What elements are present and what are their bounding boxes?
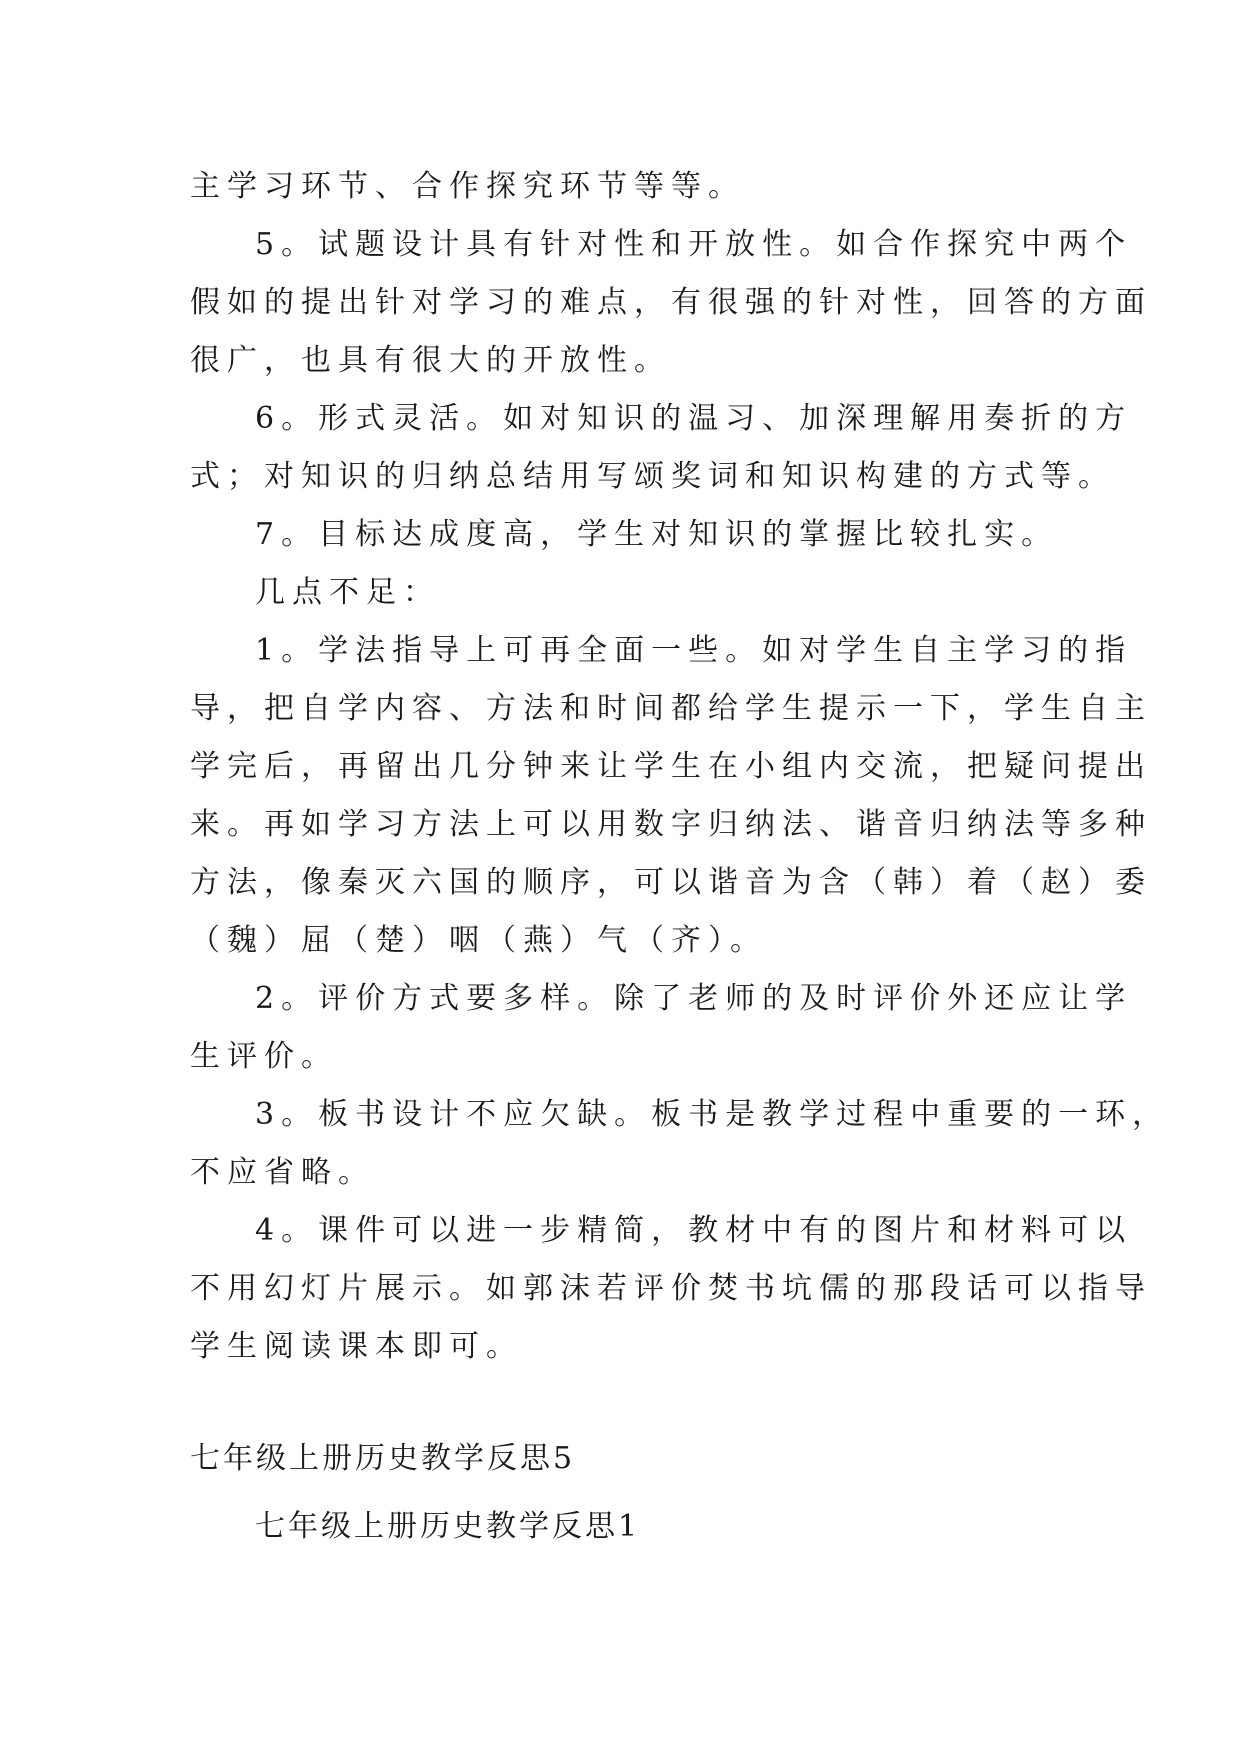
paragraph-line: 几点不足： [255, 575, 440, 610]
paragraph-line: 来。再如学习方法上可以用数字归纳法、谐音归纳法等多种 [190, 807, 1152, 842]
paragraph-line: 1。学法指导上可再全面一些。如对学生自主学习的指 [255, 633, 1133, 668]
paragraph-line: 4。课件可以进一步精简，教材中有的图片和材料可以 [255, 1213, 1133, 1248]
paragraph-line: 学完后，再留出几分钟来让学生在小组内交流，把疑问提出 [190, 749, 1152, 784]
paragraph-line: 方法，像秦灭六国的顺序，可以谐音为含（韩）着（赵）委 [190, 865, 1152, 900]
paragraph-line: 7。目标达成度高，学生对知识的掌握比较扎实。 [255, 517, 1059, 552]
paragraph-line: 导，把自学内容、方法和时间都给学生提示一下，学生自主 [190, 691, 1152, 726]
paragraph-line: 5。试题设计具有针对性和开放性。如合作探究中两个 [255, 227, 1133, 262]
section-heading: 七年级上册历史教学反思5 [190, 1441, 576, 1476]
paragraph-line: （魏）屈（楚）咽（燕）气（齐）。 [190, 923, 767, 958]
paragraph-line: 3。板书设计不应欠缺。板书是教学过程中重要的一环， [255, 1097, 1170, 1132]
sub-heading: 七年级上册历史教学反思1 [255, 1509, 641, 1544]
paragraph-line: 生评价。 [190, 1039, 338, 1074]
paragraph-line: 假如的提出针对学习的难点，有很强的针对性，回答的方面 [190, 285, 1152, 320]
paragraph-line: 6。形式灵活。如对知识的温习、加深理解用奏折的方 [255, 401, 1133, 436]
paragraph-line: 2。评价方式要多样。除了老师的及时评价外还应让学 [255, 981, 1133, 1016]
paragraph-line: 不用幻灯片展示。如郭沫若评价焚书坑儒的那段话可以指导 [190, 1271, 1152, 1306]
paragraph-line: 不应省略。 [190, 1155, 375, 1190]
paragraph-line: 很广，也具有很大的开放性。 [190, 343, 671, 378]
paragraph-line: 式；对知识的归纳总结用写颂奖词和知识构建的方式等。 [190, 459, 1115, 494]
paragraph-line: 学生阅读课本即可。 [190, 1329, 523, 1364]
paragraph-line: 主学习环节、合作探究环节等等。 [190, 169, 745, 204]
